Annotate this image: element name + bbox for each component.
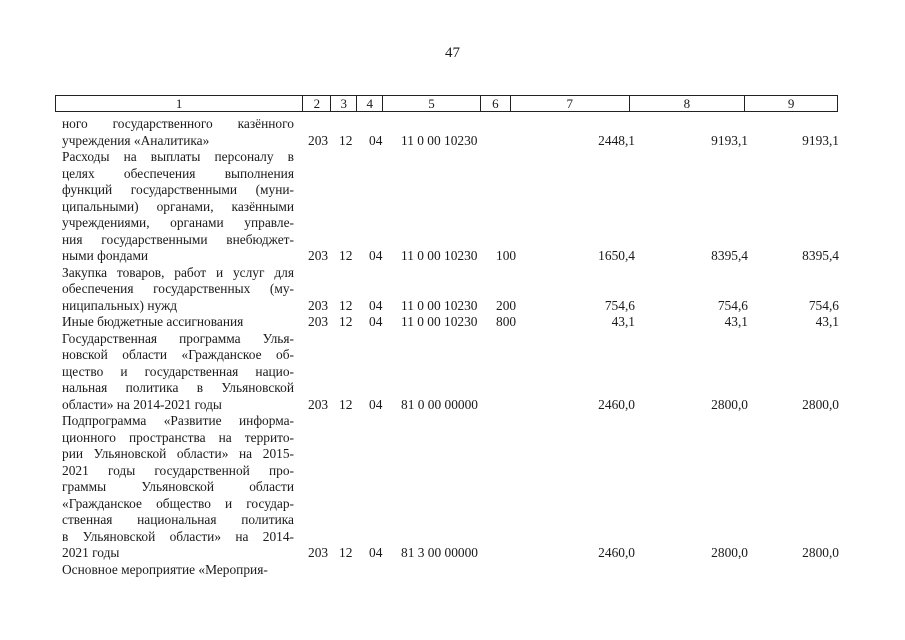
table-row	[0, 116, 905, 149]
description-line: Закупка товаров, работ и услуг для	[62, 264, 294, 280]
description-line: нальная политика в Ульяновской	[62, 380, 294, 395]
page-number: 47	[445, 45, 460, 61]
row-values	[0, 545, 905, 562]
cell-c8: 9193,1	[711, 132, 748, 148]
cell-c4: 04	[369, 396, 383, 412]
cell-c2: 203	[308, 314, 329, 329]
cell-c2: 203	[308, 248, 329, 263]
cell-c7: 2448,1	[598, 132, 635, 148]
description-line: граммы Ульяновской области	[62, 479, 294, 494]
column-header-5: 5	[383, 96, 481, 111]
description-line: ния государственными внебюджет-	[62, 231, 294, 247]
column-header-4: 4	[357, 96, 383, 111]
cell-c6: 200	[496, 297, 517, 313]
cell-c8: 43,1	[724, 314, 748, 329]
cell-c4: 04	[369, 314, 383, 329]
cell-c9: 8395,4	[802, 248, 839, 263]
cell-c5: 81 3 00 00000	[401, 545, 478, 560]
description-line: учреждения «Аналитика»	[62, 132, 210, 148]
column-header-3: 3	[331, 96, 357, 111]
row-values	[0, 248, 905, 265]
cell-c5: 11 0 00 10230	[401, 297, 478, 313]
row-values	[0, 133, 905, 150]
row-values	[0, 397, 905, 414]
cell-c3: 12	[339, 132, 353, 148]
cell-c9: 754,6	[808, 297, 839, 313]
cell-c2: 203	[308, 396, 329, 412]
row-values	[0, 562, 905, 579]
column-header-7: 7	[511, 96, 630, 111]
table-header-row	[55, 95, 838, 112]
cell-c4: 04	[369, 545, 383, 560]
cell-c2: 203	[308, 297, 329, 313]
column-header-9: 9	[787, 96, 795, 111]
description-line: целях обеспечения выполнения	[62, 165, 294, 181]
description-line: обеспечения государственных (му-	[62, 281, 294, 296]
cell-c3: 12	[339, 396, 353, 412]
description-line: Государственная программа Улья-	[62, 330, 294, 346]
table-body	[0, 116, 905, 578]
cell-c8: 754,6	[717, 297, 748, 313]
cell-c4: 04	[369, 132, 383, 148]
description-line: Основное мероприятие «Мероприя-	[62, 561, 268, 577]
table-row	[0, 331, 905, 414]
cell-c8: 8395,4	[711, 248, 748, 263]
description-line: ниципальных) нужд	[62, 297, 178, 313]
description-line: щество и государственная нацио-	[62, 363, 294, 379]
cell-c3: 12	[339, 248, 353, 263]
cell-c9: 2800,0	[802, 545, 839, 560]
cell-c7: 43,1	[611, 314, 635, 329]
description-line: ципальными) органами, казёнными	[62, 198, 294, 214]
cell-c9: 43,1	[815, 314, 839, 329]
description-line: в Ульяновской области» на 2014-	[62, 528, 294, 544]
cell-c2: 203	[308, 545, 329, 560]
row-values	[0, 314, 905, 331]
description-line: Иные бюджетные ассигнования	[62, 314, 244, 329]
cell-c5: 11 0 00 10230	[401, 132, 478, 148]
row-values	[0, 298, 905, 315]
cell-c5: 11 0 00 10230	[401, 314, 478, 329]
cell-c5: 81 0 00 00000	[401, 396, 478, 412]
column-header-1: 1	[56, 96, 303, 111]
description-line: функций государственными (муни-	[62, 182, 294, 197]
cell-c6: 800	[496, 314, 517, 329]
table-row	[0, 314, 905, 331]
cell-c4: 04	[369, 248, 383, 263]
description-line: новской области «Гражданское об-	[62, 347, 294, 362]
description-line: области» на 2014-2021 годы	[62, 396, 222, 412]
cell-c5: 11 0 00 10230	[401, 248, 478, 263]
cell-c3: 12	[339, 297, 353, 313]
cell-c7: 1650,4	[598, 248, 635, 263]
cell-c7: 2460,0	[598, 545, 635, 560]
description-line: «Гражданское общество и государ-	[62, 495, 294, 511]
cell-c3: 12	[339, 545, 353, 560]
cell-c7: 754,6	[604, 297, 635, 313]
cell-c9: 9193,1	[802, 132, 839, 148]
row-description	[62, 413, 294, 562]
table-row	[0, 413, 905, 562]
description-line: рии Ульяновской области» на 2015-	[62, 446, 294, 461]
column-header-2: 2	[303, 96, 331, 111]
description-line: Подпрограмма «Развитие информа-	[62, 413, 294, 428]
cell-c8: 2800,0	[711, 545, 748, 560]
cell-c4: 04	[369, 297, 383, 313]
description-line: ственная национальная политика	[62, 512, 294, 527]
cell-c2: 203	[308, 132, 329, 148]
description-line: ционного пространства на террито-	[62, 429, 294, 445]
cell-c7: 2460,0	[598, 396, 635, 412]
cell-c8: 2800,0	[711, 396, 748, 412]
description-line: 2021 годы	[62, 545, 120, 560]
table-row	[0, 265, 905, 315]
description-line: 2021 годы государственной про-	[62, 462, 294, 478]
description-line: Расходы на выплаты персоналу в	[62, 149, 294, 164]
cell-c6: 100	[496, 248, 517, 263]
column-header-8: 8	[630, 96, 746, 111]
description-line: учреждениями, органами управле-	[62, 215, 294, 230]
cell-c3: 12	[339, 314, 353, 329]
table-row	[0, 149, 905, 265]
description-line: ного государственного казённого	[62, 116, 294, 131]
cell-c9: 2800,0	[802, 396, 839, 412]
column-header-6: 6	[481, 96, 511, 111]
table-row	[0, 562, 905, 579]
description-line: ными фондами	[62, 248, 149, 263]
